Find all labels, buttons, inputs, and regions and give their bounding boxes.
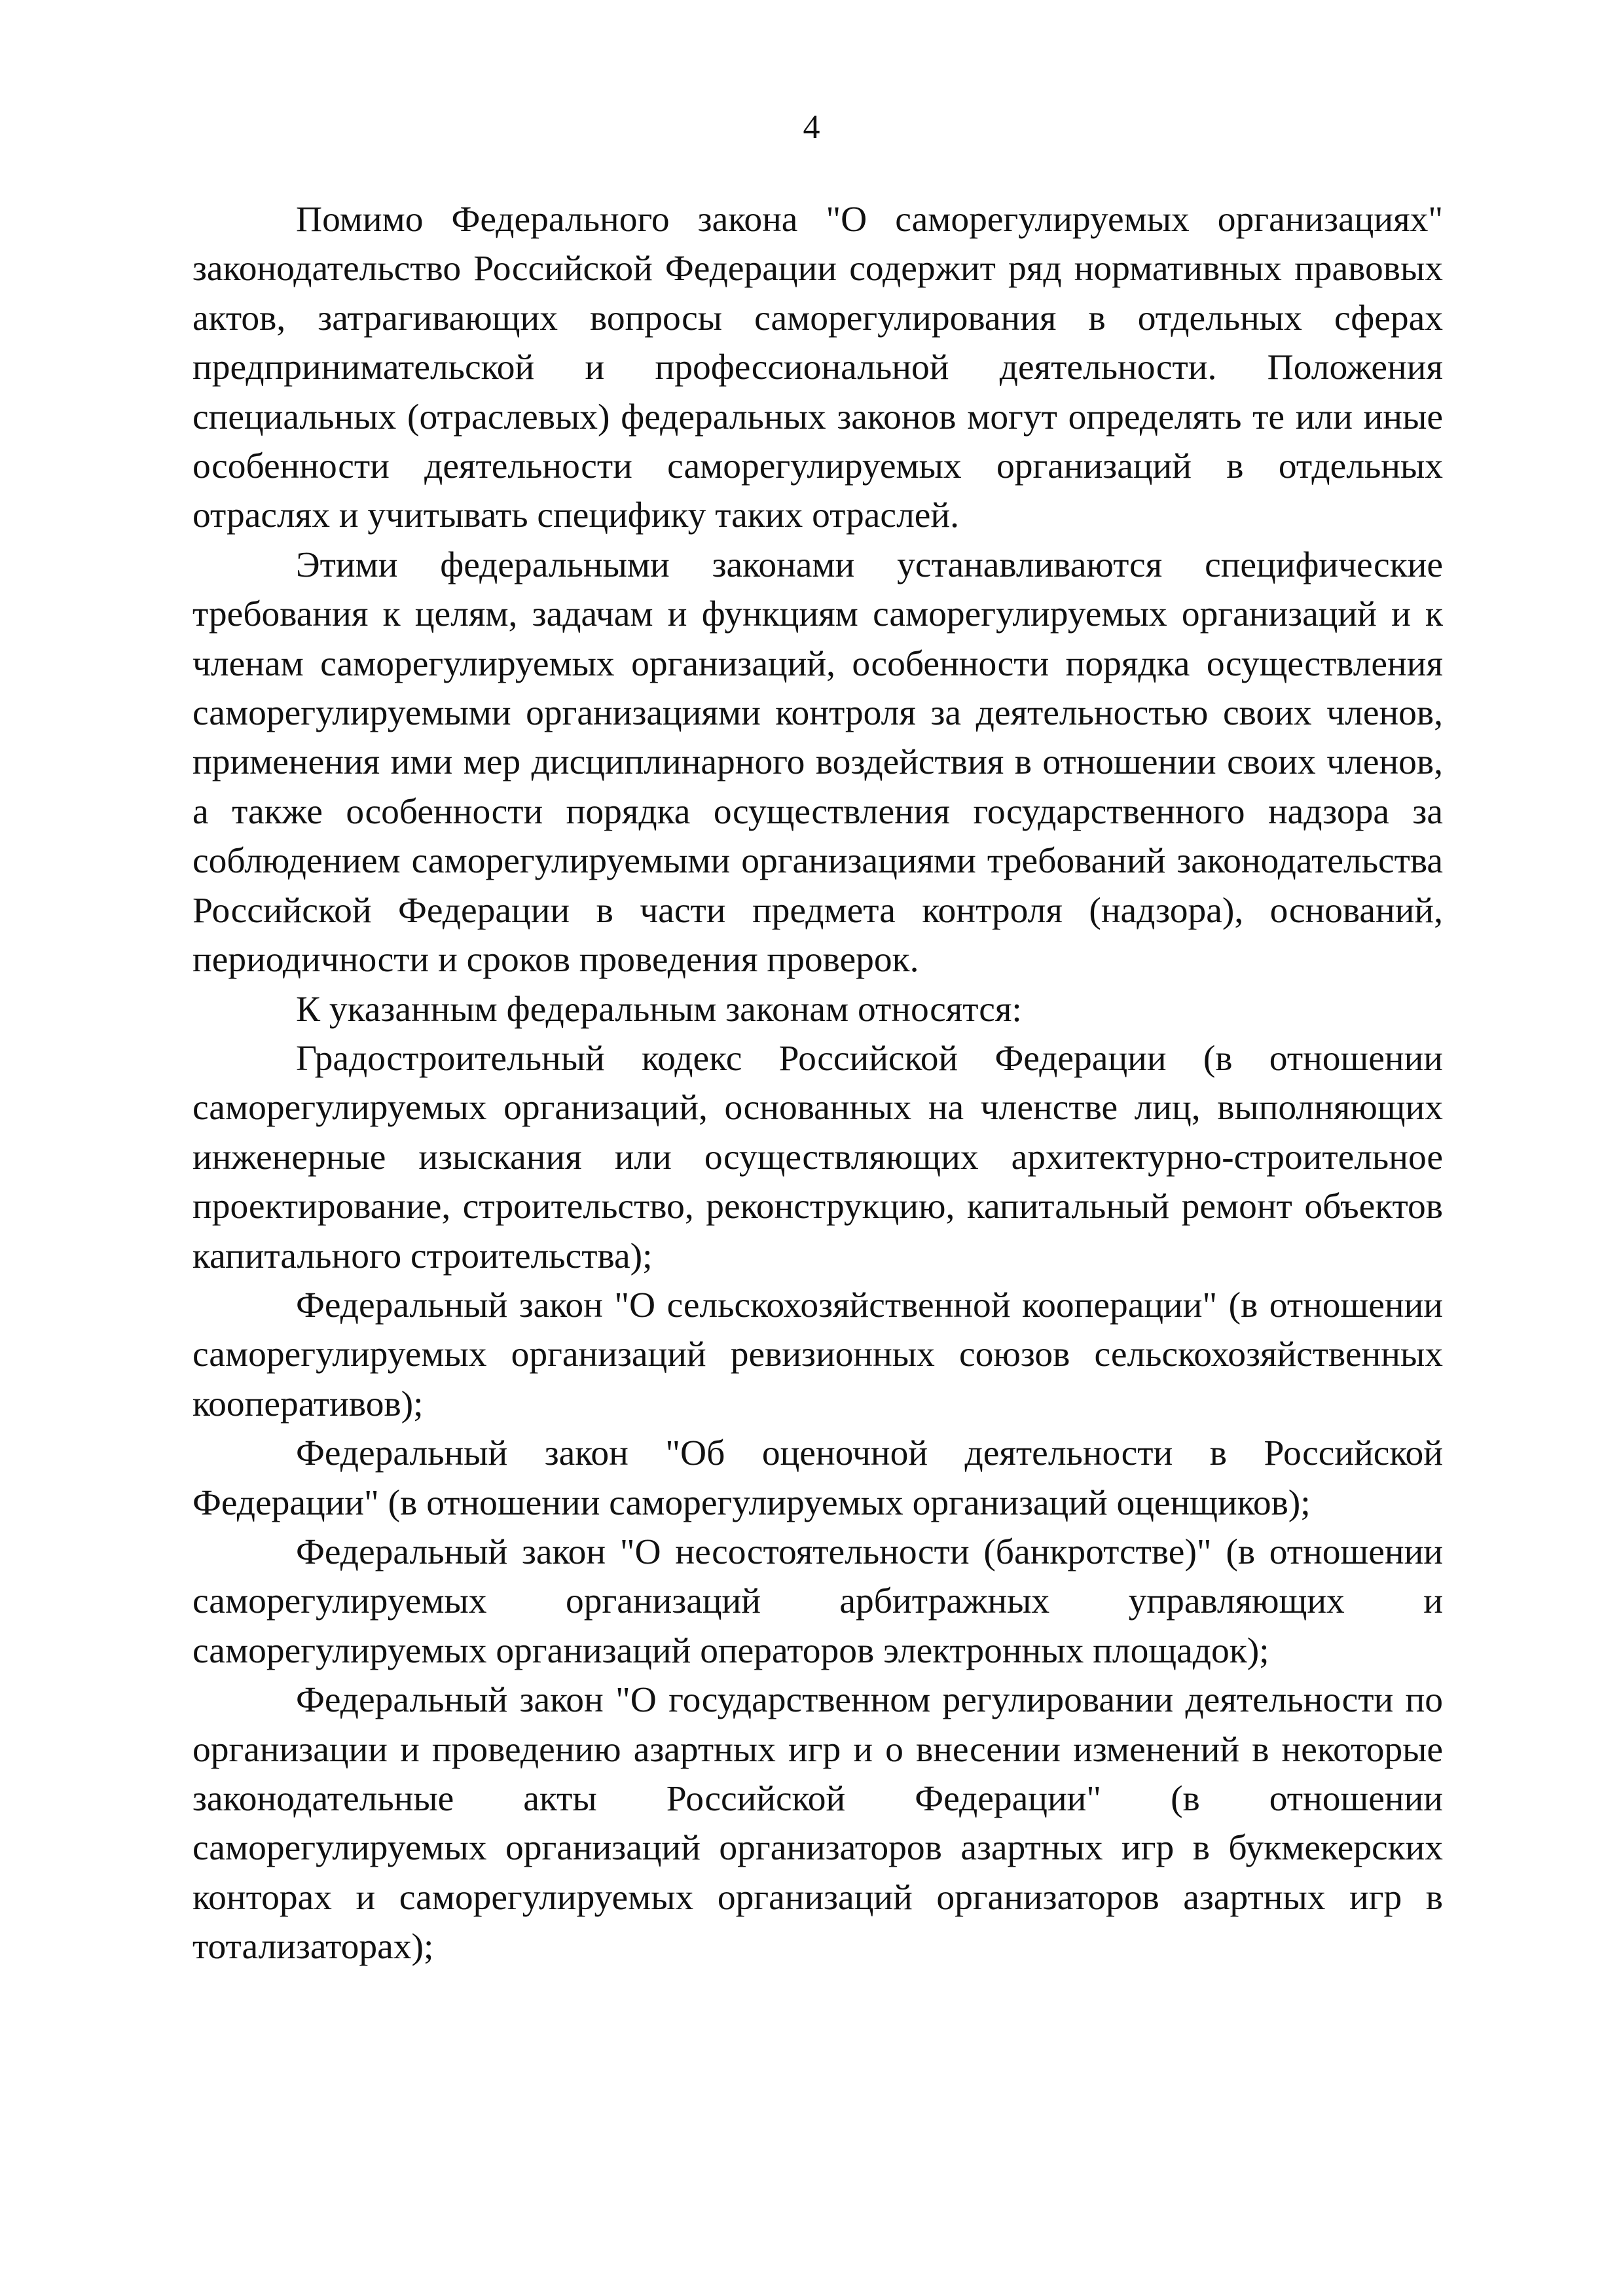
list-item-urban-planning-code: Градостроительный кодекс Российской Федерации (в отношении саморегулируемых организаций, основанных на членстве лиц, выполняющих инженерные изыскания или осуществляющих архитектурно-строительное проектирование, строительство, реконструкцию, капитальный ремонт объектов капитального строительства); (192, 1038, 1443, 1276)
list-item-valuation-law: Федеральный закон "Об оценочной деятельности в Российской Федерации" (в отношении саморегулируемых организаций оценщиков); (192, 1433, 1443, 1523)
list-item-bankruptcy-law: Федеральный закон "О несостоятельности (банкротстве)" (в отношении саморегулируемых организаций арбитражных управляющих и саморегулируемых организаций операторов электронных площадок); (192, 1532, 1443, 1671)
paragraph-list-heading: К указанным федеральным законам относятся: (296, 989, 1022, 1030)
list-item-agricultural-cooperation-law: Федеральный закон "О сельскохозяйственной кооперации" (в отношении саморегулируемых организаций ревизионных союзов сельскохозяйственных кооперативов); (192, 1285, 1443, 1424)
paragraph-requirements: Этими федеральными законами устанавливаются специфические требования к целям, задачам и функциям саморегулируемых организаций и к членам саморегулируемых организаций, особенности порядка осуществления саморегулируемыми организациями контроля за деятельностью своих членов, применения ими мер дисциплинарного воздействия в отношении своих членов, а также особенности порядка осуществления государственного надзора за соблюдением саморегулируемыми организациями требований законодательства Российской Федерации в части предмета контроля (надзора), оснований, периодичности и сроков проведения проверок. (192, 545, 1443, 980)
paragraph-intro: Помимо Федерального закона "О саморегулируемых организациях" законодательство Российской Федерации содержит ряд нормативных правовых актов, затрагивающих вопросы саморегулирования в отдельных сферах предпринимательской и профессиональной деятельности. Положения специальных (отраслевых) федеральных законов могут определять те или иные особенности деятельности саморегулируемых организаций в отдельных отраслях и учитывать специфику таких отраслей. (192, 200, 1443, 536)
document-body (192, 195, 1443, 1972)
page-number: 4 (803, 109, 820, 146)
list-item-gambling-law: Федеральный закон "О государственном регулировании деятельности по организации и проведению азартных игр и о внесении изменений в некоторые законодательные акты Российской Федерации" (в отношении саморегулируемых организаций организаторов азартных игр в букмекерских конторах и саморегулируемых организаций организаторов азартных игр в тотализаторах); (192, 1680, 1443, 1967)
